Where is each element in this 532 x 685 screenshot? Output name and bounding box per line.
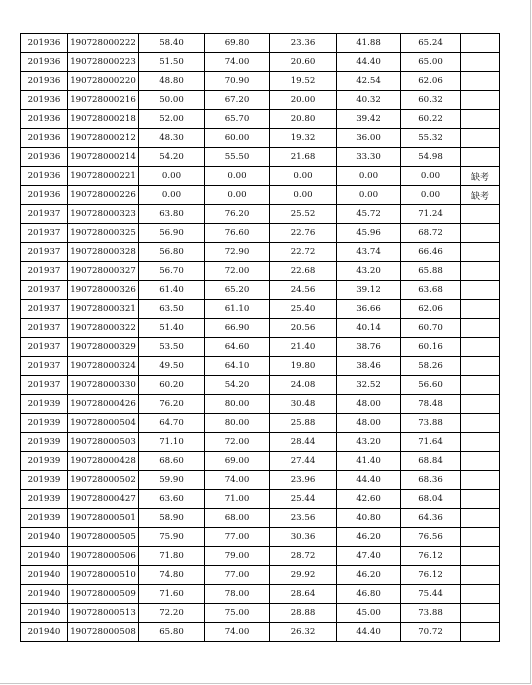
cell-interview-score: 80.00 <box>205 414 270 433</box>
cell-interview-weighted: 43.20 <box>337 433 401 452</box>
cell-total-score: 75.44 <box>401 585 461 604</box>
cell-interview-score: 0.00 <box>205 167 270 186</box>
table-row <box>21 281 500 300</box>
cell-note <box>461 262 500 281</box>
cell-interview-weighted: 43.20 <box>337 262 401 281</box>
cell-written-score: 56.90 <box>139 224 205 243</box>
cell-note <box>461 91 500 110</box>
table-row <box>21 452 500 471</box>
cell-interview-weighted: 42.60 <box>337 490 401 509</box>
cell-total-score: 68.84 <box>401 452 461 471</box>
cell-written-score: 0.00 <box>139 167 205 186</box>
table-row <box>21 148 500 167</box>
cell-total-score: 62.06 <box>401 300 461 319</box>
cell-written-weighted: 26.32 <box>270 623 337 642</box>
cell-written-score: 61.40 <box>139 281 205 300</box>
cell-total-score: 66.46 <box>401 243 461 262</box>
cell-interview-score: 64.60 <box>205 338 270 357</box>
cell-written-score: 76.20 <box>139 395 205 414</box>
cell-note <box>461 72 500 91</box>
cell-exam-id: 190728000327 <box>68 262 139 281</box>
cell-post-code: 201937 <box>21 319 68 338</box>
cell-note <box>461 528 500 547</box>
cell-note <box>461 338 500 357</box>
cell-interview-weighted: 0.00 <box>337 186 401 205</box>
cell-exam-id: 190728000223 <box>68 53 139 72</box>
cell-total-score: 76.56 <box>401 528 461 547</box>
cell-total-score: 73.88 <box>401 604 461 623</box>
cell-written-score: 64.70 <box>139 414 205 433</box>
cell-post-code: 201940 <box>21 585 68 604</box>
cell-exam-id: 190728000212 <box>68 129 139 148</box>
cell-exam-id: 190728000220 <box>68 72 139 91</box>
cell-interview-score: 78.00 <box>205 585 270 604</box>
cell-written-weighted: 19.80 <box>270 357 337 376</box>
cell-note <box>461 243 500 262</box>
cell-note <box>461 490 500 509</box>
cell-note <box>461 376 500 395</box>
cell-post-code: 201936 <box>21 186 68 205</box>
cell-written-weighted: 28.88 <box>270 604 337 623</box>
cell-interview-score: 66.90 <box>205 319 270 338</box>
table-row <box>21 91 500 110</box>
cell-interview-weighted: 44.40 <box>337 53 401 72</box>
cell-interview-score: 71.00 <box>205 490 270 509</box>
table-row <box>21 604 500 623</box>
cell-total-score: 78.48 <box>401 395 461 414</box>
table-row <box>21 167 500 186</box>
cell-interview-score: 55.50 <box>205 148 270 167</box>
cell-post-code: 201937 <box>21 205 68 224</box>
cell-exam-id: 190728000325 <box>68 224 139 243</box>
cell-note <box>461 129 500 148</box>
table-row <box>21 376 500 395</box>
score-table <box>20 33 500 642</box>
cell-note: 缺考 <box>461 167 500 186</box>
cell-interview-score: 0.00 <box>205 186 270 205</box>
cell-written-score: 54.20 <box>139 148 205 167</box>
cell-written-score: 48.80 <box>139 72 205 91</box>
cell-interview-score: 68.00 <box>205 509 270 528</box>
cell-interview-score: 79.00 <box>205 547 270 566</box>
cell-note <box>461 300 500 319</box>
cell-post-code: 201940 <box>21 566 68 585</box>
cell-interview-score: 69.00 <box>205 452 270 471</box>
cell-total-score: 62.06 <box>401 72 461 91</box>
table-row <box>21 566 500 585</box>
table-row <box>21 338 500 357</box>
cell-interview-score: 77.00 <box>205 566 270 585</box>
cell-post-code: 201940 <box>21 528 68 547</box>
cell-total-score: 60.32 <box>401 91 461 110</box>
cell-interview-score: 60.00 <box>205 129 270 148</box>
cell-written-score: 72.20 <box>139 604 205 623</box>
cell-exam-id: 190728000323 <box>68 205 139 224</box>
score-table-body <box>21 34 500 642</box>
cell-interview-score: 74.00 <box>205 53 270 72</box>
cell-interview-weighted: 41.88 <box>337 34 401 53</box>
table-row <box>21 433 500 452</box>
cell-note <box>461 319 500 338</box>
cell-note <box>461 224 500 243</box>
cell-written-score: 51.50 <box>139 53 205 72</box>
cell-interview-score: 76.20 <box>205 205 270 224</box>
cell-exam-id: 190728000330 <box>68 376 139 395</box>
cell-written-weighted: 21.68 <box>270 148 337 167</box>
cell-written-score: 59.90 <box>139 471 205 490</box>
cell-post-code: 201937 <box>21 338 68 357</box>
table-row <box>21 129 500 148</box>
cell-exam-id: 190728000226 <box>68 186 139 205</box>
cell-written-score: 58.40 <box>139 34 205 53</box>
cell-post-code: 201936 <box>21 34 68 53</box>
cell-post-code: 201939 <box>21 433 68 452</box>
cell-interview-weighted: 39.42 <box>337 110 401 129</box>
cell-interview-score: 74.00 <box>205 471 270 490</box>
cell-exam-id: 190728000427 <box>68 490 139 509</box>
cell-written-weighted: 20.80 <box>270 110 337 129</box>
cell-interview-score: 54.20 <box>205 376 270 395</box>
cell-interview-weighted: 45.72 <box>337 205 401 224</box>
cell-total-score: 68.72 <box>401 224 461 243</box>
cell-written-score: 49.50 <box>139 357 205 376</box>
cell-note <box>461 205 500 224</box>
cell-total-score: 55.32 <box>401 129 461 148</box>
cell-written-score: 48.30 <box>139 129 205 148</box>
table-row <box>21 110 500 129</box>
cell-total-score: 68.36 <box>401 471 461 490</box>
cell-post-code: 201936 <box>21 53 68 72</box>
cell-interview-weighted: 36.66 <box>337 300 401 319</box>
cell-written-weighted: 25.52 <box>270 205 337 224</box>
cell-written-weighted: 25.40 <box>270 300 337 319</box>
cell-note <box>461 566 500 585</box>
cell-total-score: 56.60 <box>401 376 461 395</box>
table-row <box>21 243 500 262</box>
cell-post-code: 201937 <box>21 262 68 281</box>
cell-interview-score: 72.00 <box>205 433 270 452</box>
cell-exam-id: 190728000328 <box>68 243 139 262</box>
cell-total-score: 65.88 <box>401 262 461 281</box>
table-row <box>21 471 500 490</box>
cell-total-score: 60.16 <box>401 338 461 357</box>
cell-interview-weighted: 33.30 <box>337 148 401 167</box>
cell-total-score: 70.72 <box>401 623 461 642</box>
cell-interview-weighted: 46.80 <box>337 585 401 604</box>
cell-total-score: 58.26 <box>401 357 461 376</box>
cell-interview-weighted: 40.14 <box>337 319 401 338</box>
table-row <box>21 72 500 91</box>
cell-total-score: 0.00 <box>401 167 461 186</box>
cell-exam-id: 190728000505 <box>68 528 139 547</box>
cell-exam-id: 190728000503 <box>68 433 139 452</box>
cell-written-weighted: 24.56 <box>270 281 337 300</box>
cell-written-weighted: 0.00 <box>270 186 337 205</box>
cell-exam-id: 190728000221 <box>68 167 139 186</box>
cell-written-score: 60.20 <box>139 376 205 395</box>
cell-written-score: 71.60 <box>139 585 205 604</box>
cell-note <box>461 623 500 642</box>
cell-written-weighted: 21.40 <box>270 338 337 357</box>
cell-interview-weighted: 46.20 <box>337 566 401 585</box>
cell-note <box>461 395 500 414</box>
cell-post-code: 201937 <box>21 376 68 395</box>
cell-interview-weighted: 40.32 <box>337 91 401 110</box>
cell-interview-score: 76.60 <box>205 224 270 243</box>
table-row <box>21 547 500 566</box>
cell-interview-score: 80.00 <box>205 395 270 414</box>
table-row <box>21 205 500 224</box>
cell-exam-id: 190728000504 <box>68 414 139 433</box>
cell-total-score: 76.12 <box>401 547 461 566</box>
cell-written-weighted: 27.44 <box>270 452 337 471</box>
cell-post-code: 201937 <box>21 281 68 300</box>
cell-interview-score: 61.10 <box>205 300 270 319</box>
cell-note: 缺考 <box>461 186 500 205</box>
table-row <box>21 528 500 547</box>
cell-post-code: 201936 <box>21 72 68 91</box>
cell-written-score: 53.50 <box>139 338 205 357</box>
cell-exam-id: 190728000508 <box>68 623 139 642</box>
cell-written-weighted: 20.00 <box>270 91 337 110</box>
table-row <box>21 357 500 376</box>
table-row <box>21 585 500 604</box>
cell-exam-id: 190728000216 <box>68 91 139 110</box>
cell-interview-score: 67.20 <box>205 91 270 110</box>
cell-post-code: 201936 <box>21 148 68 167</box>
cell-total-score: 65.00 <box>401 53 461 72</box>
table-row <box>21 319 500 338</box>
cell-exam-id: 190728000222 <box>68 34 139 53</box>
cell-interview-weighted: 45.96 <box>337 224 401 243</box>
cell-post-code: 201939 <box>21 395 68 414</box>
cell-interview-weighted: 36.00 <box>337 129 401 148</box>
cell-written-score: 75.90 <box>139 528 205 547</box>
cell-written-score: 71.10 <box>139 433 205 452</box>
cell-written-score: 63.60 <box>139 490 205 509</box>
cell-total-score: 65.24 <box>401 34 461 53</box>
cell-note <box>461 585 500 604</box>
cell-written-score: 68.60 <box>139 452 205 471</box>
cell-written-score: 52.00 <box>139 110 205 129</box>
table-row <box>21 395 500 414</box>
cell-written-score: 51.40 <box>139 319 205 338</box>
cell-note <box>461 452 500 471</box>
cell-total-score: 71.24 <box>401 205 461 224</box>
cell-interview-score: 77.00 <box>205 528 270 547</box>
cell-note <box>461 433 500 452</box>
cell-interview-score: 69.80 <box>205 34 270 53</box>
cell-note <box>461 471 500 490</box>
table-row <box>21 53 500 72</box>
cell-exam-id: 190728000218 <box>68 110 139 129</box>
cell-interview-score: 72.00 <box>205 262 270 281</box>
cell-written-score: 71.80 <box>139 547 205 566</box>
cell-interview-score: 74.00 <box>205 623 270 642</box>
cell-post-code: 201936 <box>21 129 68 148</box>
cell-note <box>461 110 500 129</box>
cell-exam-id: 190728000502 <box>68 471 139 490</box>
cell-written-weighted: 30.48 <box>270 395 337 414</box>
cell-interview-score: 75.00 <box>205 604 270 623</box>
cell-post-code: 201939 <box>21 471 68 490</box>
cell-note <box>461 281 500 300</box>
cell-written-score: 56.80 <box>139 243 205 262</box>
cell-exam-id: 190728000326 <box>68 281 139 300</box>
cell-interview-weighted: 47.40 <box>337 547 401 566</box>
cell-exam-id: 190728000214 <box>68 148 139 167</box>
cell-interview-weighted: 40.80 <box>337 509 401 528</box>
cell-written-weighted: 20.60 <box>270 53 337 72</box>
cell-post-code: 201940 <box>21 604 68 623</box>
cell-post-code: 201936 <box>21 91 68 110</box>
cell-written-weighted: 23.96 <box>270 471 337 490</box>
cell-interview-score: 72.90 <box>205 243 270 262</box>
table-row <box>21 490 500 509</box>
cell-note <box>461 547 500 566</box>
cell-post-code: 201939 <box>21 414 68 433</box>
cell-written-weighted: 29.92 <box>270 566 337 585</box>
cell-post-code: 201939 <box>21 452 68 471</box>
table-row <box>21 34 500 53</box>
cell-exam-id: 190728000501 <box>68 509 139 528</box>
cell-written-score: 0.00 <box>139 186 205 205</box>
cell-written-weighted: 28.44 <box>270 433 337 452</box>
cell-written-score: 56.70 <box>139 262 205 281</box>
cell-written-weighted: 25.88 <box>270 414 337 433</box>
cell-interview-weighted: 32.52 <box>337 376 401 395</box>
cell-written-weighted: 0.00 <box>270 167 337 186</box>
cell-exam-id: 190728000506 <box>68 547 139 566</box>
cell-written-weighted: 19.32 <box>270 129 337 148</box>
cell-written-weighted: 28.72 <box>270 547 337 566</box>
cell-total-score: 73.88 <box>401 414 461 433</box>
cell-total-score: 68.04 <box>401 490 461 509</box>
cell-note <box>461 357 500 376</box>
cell-written-weighted: 28.64 <box>270 585 337 604</box>
cell-post-code: 201936 <box>21 110 68 129</box>
table-row <box>21 414 500 433</box>
cell-total-score: 0.00 <box>401 186 461 205</box>
cell-post-code: 201940 <box>21 547 68 566</box>
cell-post-code: 201939 <box>21 509 68 528</box>
cell-interview-weighted: 48.00 <box>337 414 401 433</box>
cell-written-weighted: 23.56 <box>270 509 337 528</box>
cell-post-code: 201940 <box>21 623 68 642</box>
cell-exam-id: 190728000510 <box>68 566 139 585</box>
cell-interview-weighted: 46.20 <box>337 528 401 547</box>
cell-written-score: 74.80 <box>139 566 205 585</box>
cell-interview-weighted: 44.40 <box>337 623 401 642</box>
cell-post-code: 201937 <box>21 300 68 319</box>
table-row <box>21 509 500 528</box>
cell-exam-id: 190728000322 <box>68 319 139 338</box>
cell-interview-weighted: 44.40 <box>337 471 401 490</box>
cell-interview-weighted: 43.74 <box>337 243 401 262</box>
cell-note <box>461 604 500 623</box>
cell-exam-id: 190728000509 <box>68 585 139 604</box>
cell-post-code: 201936 <box>21 167 68 186</box>
cell-interview-score: 65.20 <box>205 281 270 300</box>
cell-post-code: 201937 <box>21 224 68 243</box>
cell-interview-weighted: 38.76 <box>337 338 401 357</box>
table-row <box>21 300 500 319</box>
cell-total-score: 60.22 <box>401 110 461 129</box>
cell-interview-weighted: 39.12 <box>337 281 401 300</box>
cell-post-code: 201937 <box>21 357 68 376</box>
cell-exam-id: 190728000513 <box>68 604 139 623</box>
cell-exam-id: 190728000426 <box>68 395 139 414</box>
cell-written-weighted: 22.68 <box>270 262 337 281</box>
cell-total-score: 60.70 <box>401 319 461 338</box>
cell-written-weighted: 19.52 <box>270 72 337 91</box>
cell-interview-weighted: 41.40 <box>337 452 401 471</box>
cell-written-score: 63.50 <box>139 300 205 319</box>
cell-exam-id: 190728000321 <box>68 300 139 319</box>
cell-written-weighted: 24.08 <box>270 376 337 395</box>
cell-total-score: 71.64 <box>401 433 461 452</box>
table-row <box>21 262 500 281</box>
cell-interview-weighted: 42.54 <box>337 72 401 91</box>
cell-exam-id: 190728000329 <box>68 338 139 357</box>
cell-written-weighted: 22.76 <box>270 224 337 243</box>
cell-interview-score: 64.10 <box>205 357 270 376</box>
cell-note <box>461 414 500 433</box>
cell-interview-score: 70.90 <box>205 72 270 91</box>
cell-interview-score: 65.70 <box>205 110 270 129</box>
cell-total-score: 63.68 <box>401 281 461 300</box>
table-row <box>21 623 500 642</box>
cell-total-score: 64.36 <box>401 509 461 528</box>
cell-interview-weighted: 45.00 <box>337 604 401 623</box>
cell-note <box>461 509 500 528</box>
cell-written-score: 65.80 <box>139 623 205 642</box>
cell-written-score: 63.80 <box>139 205 205 224</box>
cell-interview-weighted: 38.46 <box>337 357 401 376</box>
cell-total-score: 76.12 <box>401 566 461 585</box>
cell-written-score: 50.00 <box>139 91 205 110</box>
cell-written-weighted: 23.36 <box>270 34 337 53</box>
cell-post-code: 201939 <box>21 490 68 509</box>
cell-note <box>461 53 500 72</box>
cell-note <box>461 148 500 167</box>
cell-interview-weighted: 48.00 <box>337 395 401 414</box>
cell-exam-id: 190728000428 <box>68 452 139 471</box>
cell-post-code: 201937 <box>21 243 68 262</box>
cell-interview-weighted: 0.00 <box>337 167 401 186</box>
table-row <box>21 224 500 243</box>
cell-written-weighted: 25.44 <box>270 490 337 509</box>
cell-exam-id: 190728000324 <box>68 357 139 376</box>
cell-written-weighted: 30.36 <box>270 528 337 547</box>
cell-written-weighted: 22.72 <box>270 243 337 262</box>
cell-written-score: 58.90 <box>139 509 205 528</box>
cell-written-weighted: 20.56 <box>270 319 337 338</box>
cell-note <box>461 34 500 53</box>
cell-total-score: 54.98 <box>401 148 461 167</box>
table-row <box>21 186 500 205</box>
